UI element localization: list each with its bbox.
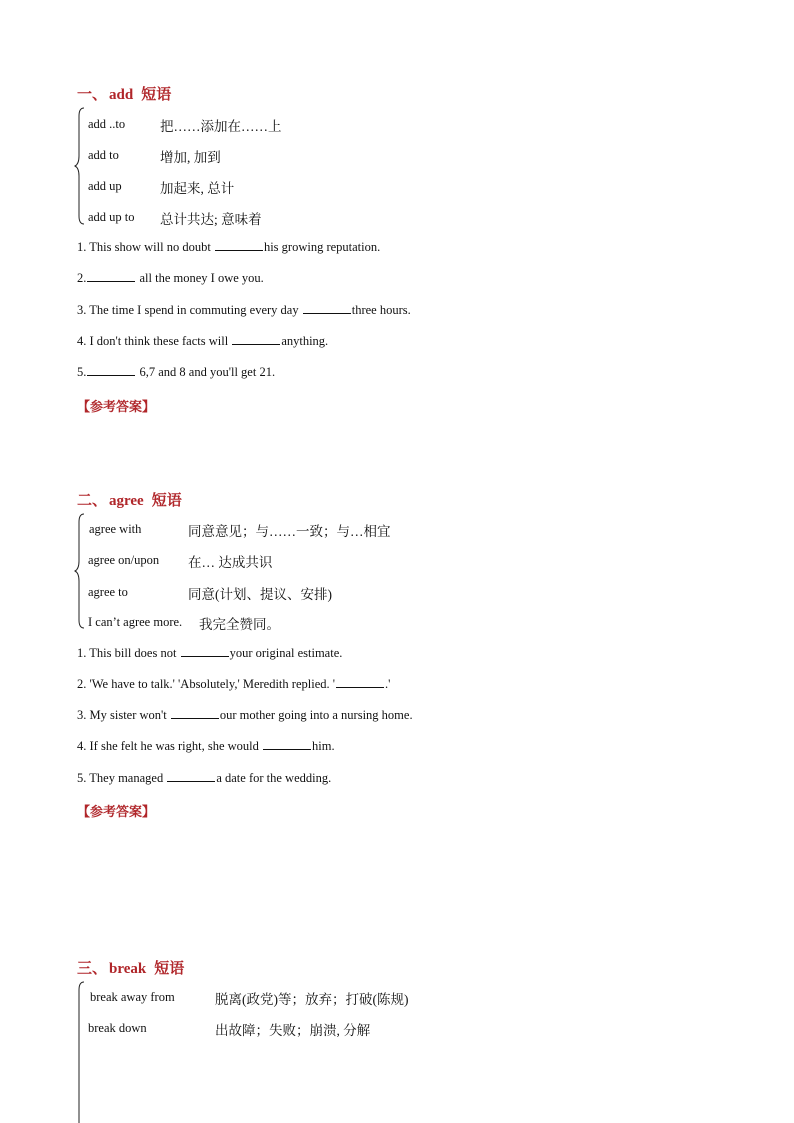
phrase-en: add ..to (88, 117, 126, 131)
answer-blank[interactable] (87, 271, 135, 282)
exercise-item: 3. My sister won't our mother going into a nursing home. (77, 708, 413, 722)
section-2-brace (74, 512, 86, 630)
phrase-en: add up to (88, 210, 135, 224)
section-2-heading: 二、 agree 短语 (77, 493, 182, 509)
phrase-zh: 出故障；失败；崩溃, 分解 (215, 1023, 371, 1038)
section-3-heading: 三、 break 短语 (77, 961, 185, 977)
exercise-item: 3. The time I spend in commuting every day three hours. (77, 303, 411, 317)
answer-blank[interactable] (336, 677, 384, 688)
phrase-zh: 总计共达; 意味着 (160, 212, 262, 227)
phrase-zh: 在… 达成共识 (188, 555, 273, 570)
exercise-item: 1. This bill does not your original estimate. (77, 646, 343, 660)
answer-label: 【参考答案】 (77, 804, 156, 819)
exercise-item: 1. This show will no doubt his growing reputation. (77, 240, 381, 254)
phrase-en: agree to (88, 585, 128, 599)
answer-blank[interactable] (232, 334, 280, 345)
phrase-en: add to (88, 148, 119, 162)
phrase-zh: 脱离(政党)等；放弃；打破(陈规) (215, 992, 409, 1007)
exercise-item: 5. They managed a date for the wedding. (77, 771, 332, 785)
exercise-item: 5. 6,7 and 8 and you'll get 21. (77, 365, 276, 379)
answer-blank[interactable] (171, 708, 219, 719)
answer-blank[interactable] (263, 739, 311, 750)
answer-blank[interactable] (303, 303, 351, 314)
phrase-en: add up (88, 179, 122, 193)
phrase-en: agree with (89, 522, 142, 536)
section-1-brace (74, 106, 86, 226)
phrase-en: break away from (90, 990, 175, 1004)
answer-label: 【参考答案】 (77, 399, 156, 414)
phrase-zh: 把……添加在……上 (160, 119, 282, 134)
phrase-zh: 增加, 加到 (160, 150, 221, 165)
exercise-item: 2. 'We have to talk.' 'Absolutely,' Meredith replied. ' .' (77, 677, 391, 691)
phrase-en: break down (88, 1021, 147, 1035)
phrase-en: agree on/upon (88, 553, 160, 567)
answer-blank[interactable] (215, 240, 263, 251)
phrase-zh: 我完全赞同。 (199, 617, 280, 632)
phrase-en: I can’t agree more. (88, 615, 183, 629)
answer-blank[interactable] (167, 771, 215, 782)
phrase-zh: 同意意见；与……一致；与…相宜 (188, 524, 391, 539)
answer-blank[interactable] (87, 365, 135, 376)
answer-blank[interactable] (181, 646, 229, 657)
exercise-item: 4. If she felt he was right, she would him. (77, 739, 335, 753)
phrase-zh: 同意(计划、提议、安排) (188, 587, 332, 602)
exercise-item: 4. I don't think these facts will anything. (77, 334, 329, 348)
section-1-heading: 一、 add 短语 (77, 87, 172, 103)
exercise-item: 2. all the money I owe you. (77, 271, 264, 285)
phrase-zh: 加起来, 总计 (160, 181, 235, 196)
section-3-brace (74, 980, 86, 1123)
